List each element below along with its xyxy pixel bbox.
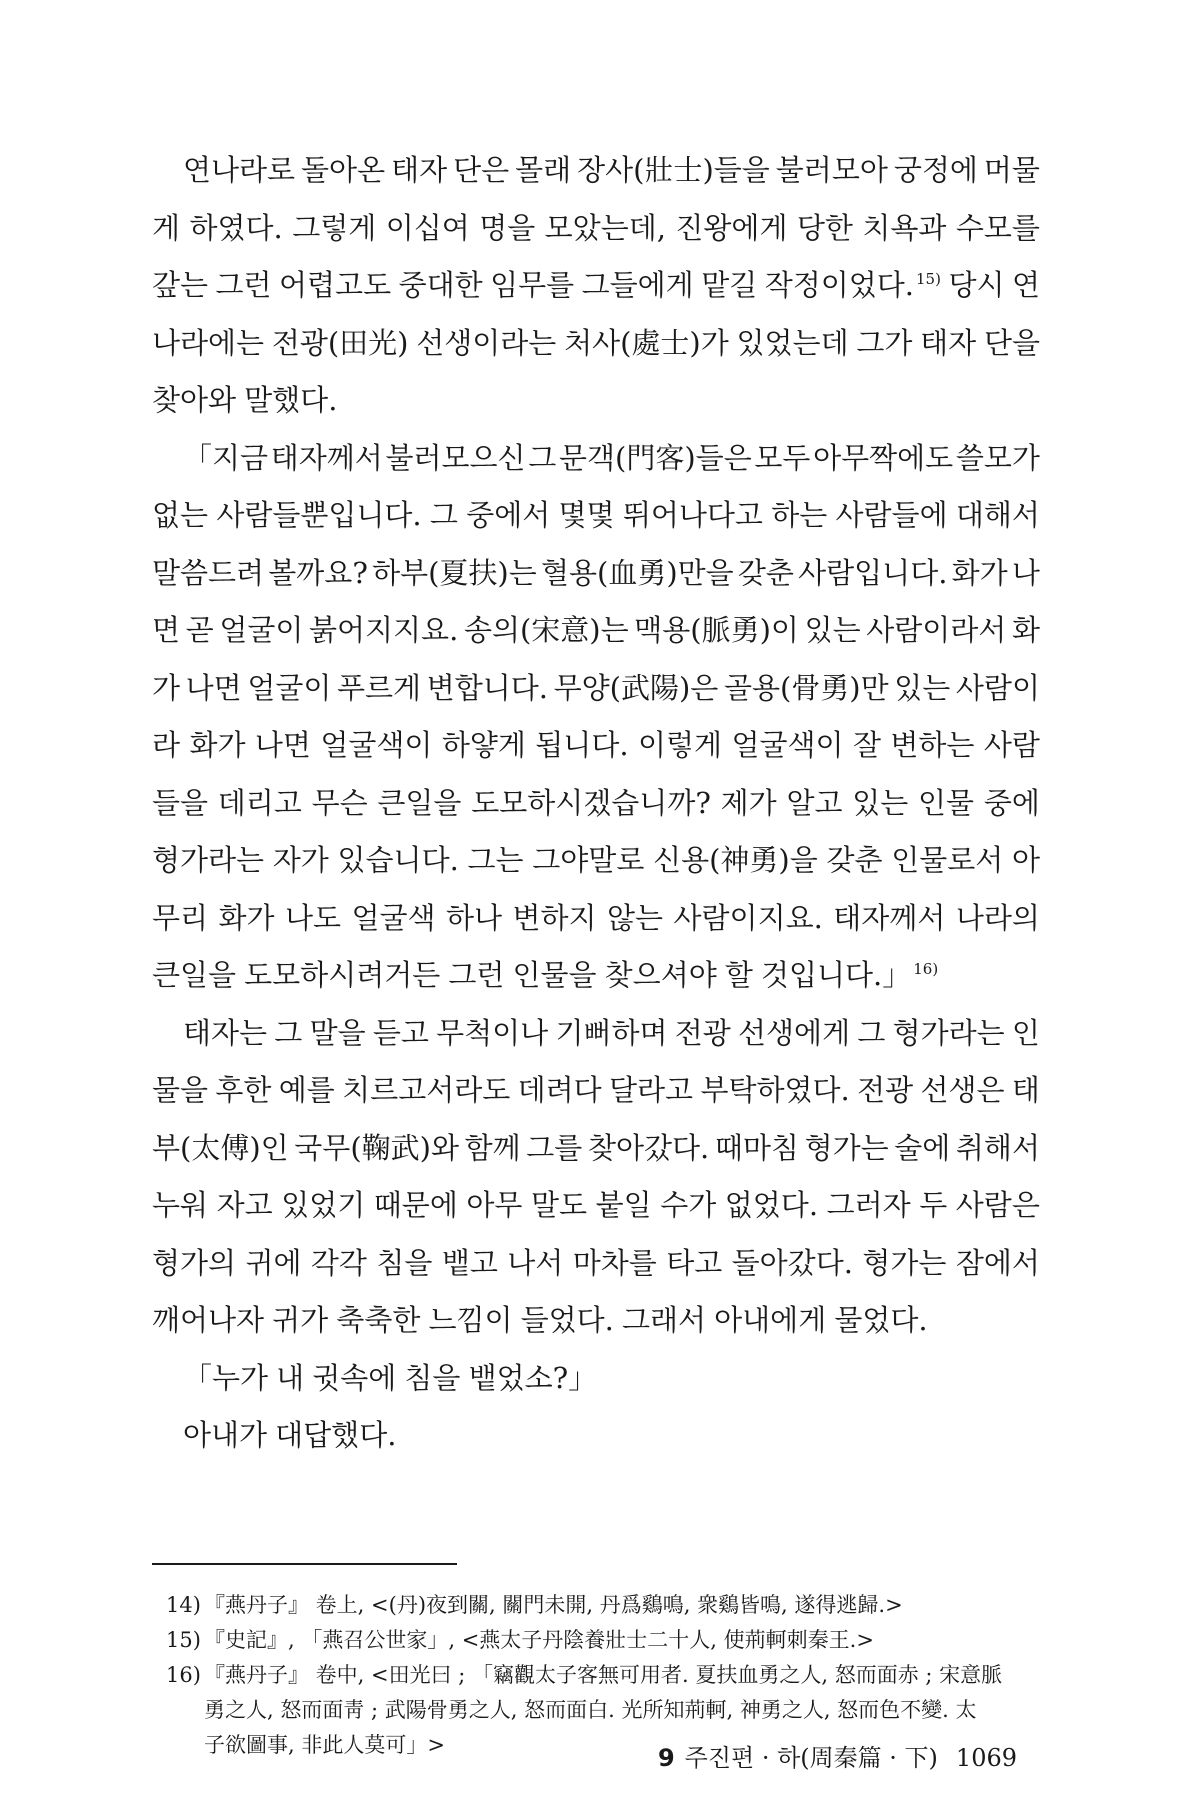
word: 그렇게 [292,210,377,245]
footnote-line: 『燕丹子』 卷中, <田光曰 ; 「竊觀太子客無可用者. 夏扶血勇之人, 怒而面赤 ; 宋意脈 [204,1663,1003,1687]
word: 함께 [464,1130,521,1165]
text-line [152,1011,1040,1069]
word: 귀에 [245,1245,302,1280]
word: 단은 [453,153,510,187]
word: 데리고 [217,785,302,820]
word: 나도 [285,900,342,935]
word: 임무를 [490,268,575,302]
word: 무척이나 [436,1015,549,1050]
word: 나면 [185,670,242,705]
word: 화가 [189,728,246,762]
word: 연나라로 [183,153,296,187]
word: 있었기 [281,1188,366,1222]
word: 아 [1011,843,1040,877]
word: 골용(骨勇)만 [723,670,889,705]
word: 사람은 [955,1188,1040,1222]
footnote-number: 15) [166,1628,201,1652]
word: 있는 [804,613,861,647]
word: 말했다. [244,383,338,417]
word: 들을 [152,785,209,820]
word: 머물 [983,153,1040,187]
word: 태자께서 [270,440,383,475]
word: 가 [152,670,181,705]
footnotes [166,1588,1046,1763]
word: 「누가 [183,1360,269,1395]
word: 물을 [152,1073,209,1107]
word: 그들에게 [581,268,694,302]
footnote-text [204,1588,1046,1623]
text-line [152,321,1040,379]
word: 작정이었다. $^{15)}$ [764,268,941,302]
word: 형가라는 [152,843,265,877]
word: 그 [274,1015,303,1050]
word: 얼굴이 [247,670,332,705]
word: 후한 [215,1073,272,1107]
word: 그러자 [826,1188,911,1222]
text-line [152,493,1040,551]
word: 달라고 [609,1073,694,1107]
word: 사람이라서 [866,613,1007,647]
word: 나서 [507,1245,564,1280]
word: 갖춘 [826,843,883,877]
word: 형가는 [862,1245,947,1280]
word: 진왕에게 [675,210,788,245]
word: 말도 [531,1188,588,1222]
chapter-title: 주진편 · 하(周秦篇 · 下) [684,1744,938,1772]
footnote [166,1588,1046,1623]
word: 하였다. [189,210,283,245]
footnote [166,1623,1046,1658]
word: 깨어나자 [152,1303,265,1337]
word: 화가 [951,555,1008,590]
word: 맥용(脈勇)이 [634,613,799,647]
text-line [152,436,1040,494]
word: 돌아온 [301,153,386,187]
word: 치욕과 [862,210,947,245]
word: 사람 [983,728,1040,762]
word: 얼굴색이 [731,728,844,762]
word: 중에 [983,785,1040,820]
word: 됩니다. [535,728,629,762]
text-line [152,1241,1040,1299]
word: 치르고서라도 [342,1073,511,1107]
word: 전광(田光) [271,325,409,360]
word: 사람입니다. [798,555,948,590]
word: 선생이라는 [416,325,557,360]
word: 형가의 [152,1245,237,1280]
text-line [152,781,1040,839]
body-text [152,148,1040,1471]
footnote-line: 『燕丹子』 卷上, <(丹)夜到關, 關門未開, 丹爲鷄鳴, 衆鷄皆鳴, 遂得逃歸.> [204,1593,903,1617]
word: 그래서 [622,1303,707,1337]
word: 화가 [218,900,275,935]
word: 단을 [983,325,1040,360]
word: 모두 [754,440,811,475]
word: 태 [1011,1073,1040,1107]
word: 쓸모가 [955,440,1040,475]
word: 화 [1011,613,1040,647]
word: 때문에 [373,1188,458,1222]
word: 뱉었소?」 [468,1360,598,1395]
word: 자고 [216,1188,273,1222]
word: 전광 [674,1015,731,1050]
footnote-ref: 16) [913,960,939,979]
word: 말씀드려 [152,555,265,590]
text-line [152,1413,1040,1471]
word: 태자 [920,325,977,360]
word: 사람이지요. [673,900,823,935]
word: 사람들뿐입니다. [216,498,422,532]
text-line [152,378,1040,436]
word: 도모하시겠습니까? [471,785,711,820]
word: 궁정에 [893,153,978,187]
word: 않는 [607,900,664,935]
text-line [152,1298,1040,1356]
word: 말을 [309,1015,366,1050]
word: 나라에는 [152,325,265,360]
word: 그 [857,1015,886,1050]
page-number: 1069 [955,1744,1017,1772]
word: 귓속에 [312,1360,397,1395]
word: 그는 [467,843,524,877]
word: 제가 [720,785,777,820]
word: 변하는 [890,728,975,762]
word: 있습니다. [337,843,459,877]
word: 돌아갔다. [731,1245,853,1280]
word: 들었다. [520,1303,614,1337]
word: 불러모아 [775,153,888,187]
word: 형가라는 [892,1015,1005,1050]
word: 인물로서 [891,843,1004,877]
text-line [152,1356,1040,1414]
word: 그가 [856,325,913,360]
word: 아내가 [183,1418,268,1452]
word: 당시 [948,268,1005,302]
word: 찾아와 [152,383,237,417]
word: 그런 [215,268,272,302]
word: 술에 [894,1130,951,1165]
word: 대답했다. [275,1418,397,1452]
word: 장사(壯士)들을 [577,153,770,187]
word: 누워 [152,1188,209,1222]
word: 부탁하였다. [700,1073,850,1107]
footnote-line: 『史記』, 「燕召公世家」, <燕太子丹陰養壯士二十人, 使荊軻刺秦王.> [204,1628,874,1652]
word: 신용(神勇)을 [653,843,818,877]
word: 처사(處士)가 [564,325,729,360]
word: 나면 [254,728,311,762]
text-line [152,206,1040,264]
word: 큰일을 [152,958,237,992]
word: 태자 [391,153,448,187]
word: 붙일 [595,1188,652,1222]
word: 없는 [152,498,209,532]
text-line [152,723,1040,781]
word: 곧 [185,613,214,647]
word: 태자는 [183,1015,268,1050]
word: 귀가 [272,1303,329,1337]
word: 침을 [376,1245,433,1280]
word: 있었는데 [736,325,849,360]
word: 푸르게 [337,670,422,705]
word: 하는 [771,498,828,532]
word: 인물을 [512,958,597,992]
word: 그야말로 [532,843,645,877]
word: 찾으셔야 [604,958,717,992]
word: 얼굴색 [351,900,436,935]
word: 그를 [526,1130,583,1165]
text-line [152,1126,1040,1184]
word: 듣고 [372,1015,429,1050]
word: 태자께서 [833,900,946,935]
text-line [152,1068,1040,1126]
footnote-line: 勇之人, 怒而面靑 ; 武陽骨勇之人, 怒而面白. 光所知荊軻, 神勇之人, 怒而色不變. 太 [204,1698,977,1722]
word: 그런 [448,958,505,992]
word: 있는 [852,785,909,820]
text-line [152,896,1040,954]
word: 어렵고도 [279,268,392,302]
word: 수모를 [955,210,1040,245]
word: 찾아갔다. [587,1130,710,1165]
footnote-divider [152,1563,457,1565]
word: 두 [919,1188,948,1222]
word: 면 [152,613,181,647]
word: 형가는 [804,1130,889,1165]
word: 명을 [479,210,536,245]
word: 전광 [857,1073,914,1107]
word: 아무짝에도 [813,440,954,475]
text-line [152,838,1040,896]
word: 도모하시려거든 [244,958,441,992]
word: 변합니다. [426,670,548,705]
text-line [152,608,1040,666]
word: 대해서 [955,498,1040,532]
word: 갚는 [152,268,209,302]
word: 취해서 [955,1130,1040,1165]
word: 얼굴이 [219,613,304,647]
word: 기뻐하며 [555,1015,668,1050]
word: 잘 [852,728,881,762]
footnote-text [204,1623,1046,1658]
word: 큰일을 [377,785,462,820]
word: 얼굴색이 [320,728,433,762]
word: 볼까요? [268,555,368,590]
word: 국무(鞠武)와 [294,1130,459,1165]
word: 물었다. [834,1303,928,1337]
text-line [152,148,1040,206]
word: 붉어지지요. [309,613,459,647]
word: 혈용(血勇)만을 [540,555,734,590]
word: 중대한 [398,268,483,302]
word: 사람이 [955,670,1040,705]
word: 자가 [272,843,329,877]
footnote-ref: 15) [916,270,941,289]
word: 선생은 [920,1073,1005,1107]
word: 부(太傅)인 [152,1130,289,1165]
word: 중에서 [466,498,551,532]
word: 몇몇 [558,498,615,532]
text-line [152,1183,1040,1241]
word: 것입니다.」 $^{16)}$ [760,958,939,992]
text-line [152,666,1040,724]
word: 데려다 [517,1073,602,1107]
word: 무양(武陽)은 [553,670,719,705]
word: 그 [528,440,557,475]
word: 하나 [446,900,503,935]
word: 하부(夏扶)는 [372,555,537,590]
word: 송의(宋意)는 [463,613,629,647]
word: 선생에게 [738,1015,851,1050]
word: 있는 [894,670,951,705]
word: 변하지 [512,900,597,935]
word: 아내에게 [714,1303,827,1337]
word: 할 [724,958,753,992]
word: 무슨 [311,785,368,820]
word: 나 [1011,555,1040,590]
word: 하얗게 [441,728,526,762]
word: 수가 [660,1188,717,1222]
word: 맡길 [701,268,758,302]
word: 아무 [466,1188,523,1222]
word: 「지금 [183,440,269,475]
word: 이렇게 [637,728,723,762]
word: 알고 [786,785,843,820]
word: 이십여 [385,210,470,245]
word: 침을 [404,1360,461,1395]
word: 인물 [918,785,975,820]
word: 각각 [310,1245,367,1280]
word: 갖춘 [737,555,794,590]
word: 느낌이 [428,1303,513,1337]
footnote-number: 16) [166,1663,201,1687]
word: 예를 [278,1073,335,1107]
word: 타고 [666,1245,723,1280]
text-line [152,551,1040,609]
word: 당한 [796,210,853,245]
word: 뛰어나다고 [622,498,763,532]
word: 무리 [152,900,209,935]
word: 내 [276,1360,305,1395]
word: 뱉고 [441,1245,498,1280]
word: 라 [152,728,181,762]
footnote-line: 子欲圖事, 非此人莫可」> [204,1733,445,1757]
page-footer [658,1738,1017,1773]
footnote-number: 14) [166,1593,201,1617]
word: 때마침 [714,1130,799,1165]
word: 그 [429,498,458,532]
word: 몰래 [515,153,572,187]
word: 모았는데, [544,210,666,245]
word: 사람들에 [835,498,948,532]
word: 문객(門客)들은 [559,440,752,475]
word: 마차를 [572,1245,657,1280]
word: 인 [1011,1015,1040,1050]
text-line [152,953,1040,1011]
word: 연 [1011,268,1040,302]
text-line [152,263,1040,321]
word: 게 [152,210,181,245]
word: 없었다. [724,1188,819,1222]
word: 잠에서 [955,1245,1040,1280]
word: 축축한 [336,1303,421,1337]
chapter-number: 9 [657,1744,675,1772]
word: 불러모으신 [385,440,526,475]
word: 나라의 [955,900,1040,935]
